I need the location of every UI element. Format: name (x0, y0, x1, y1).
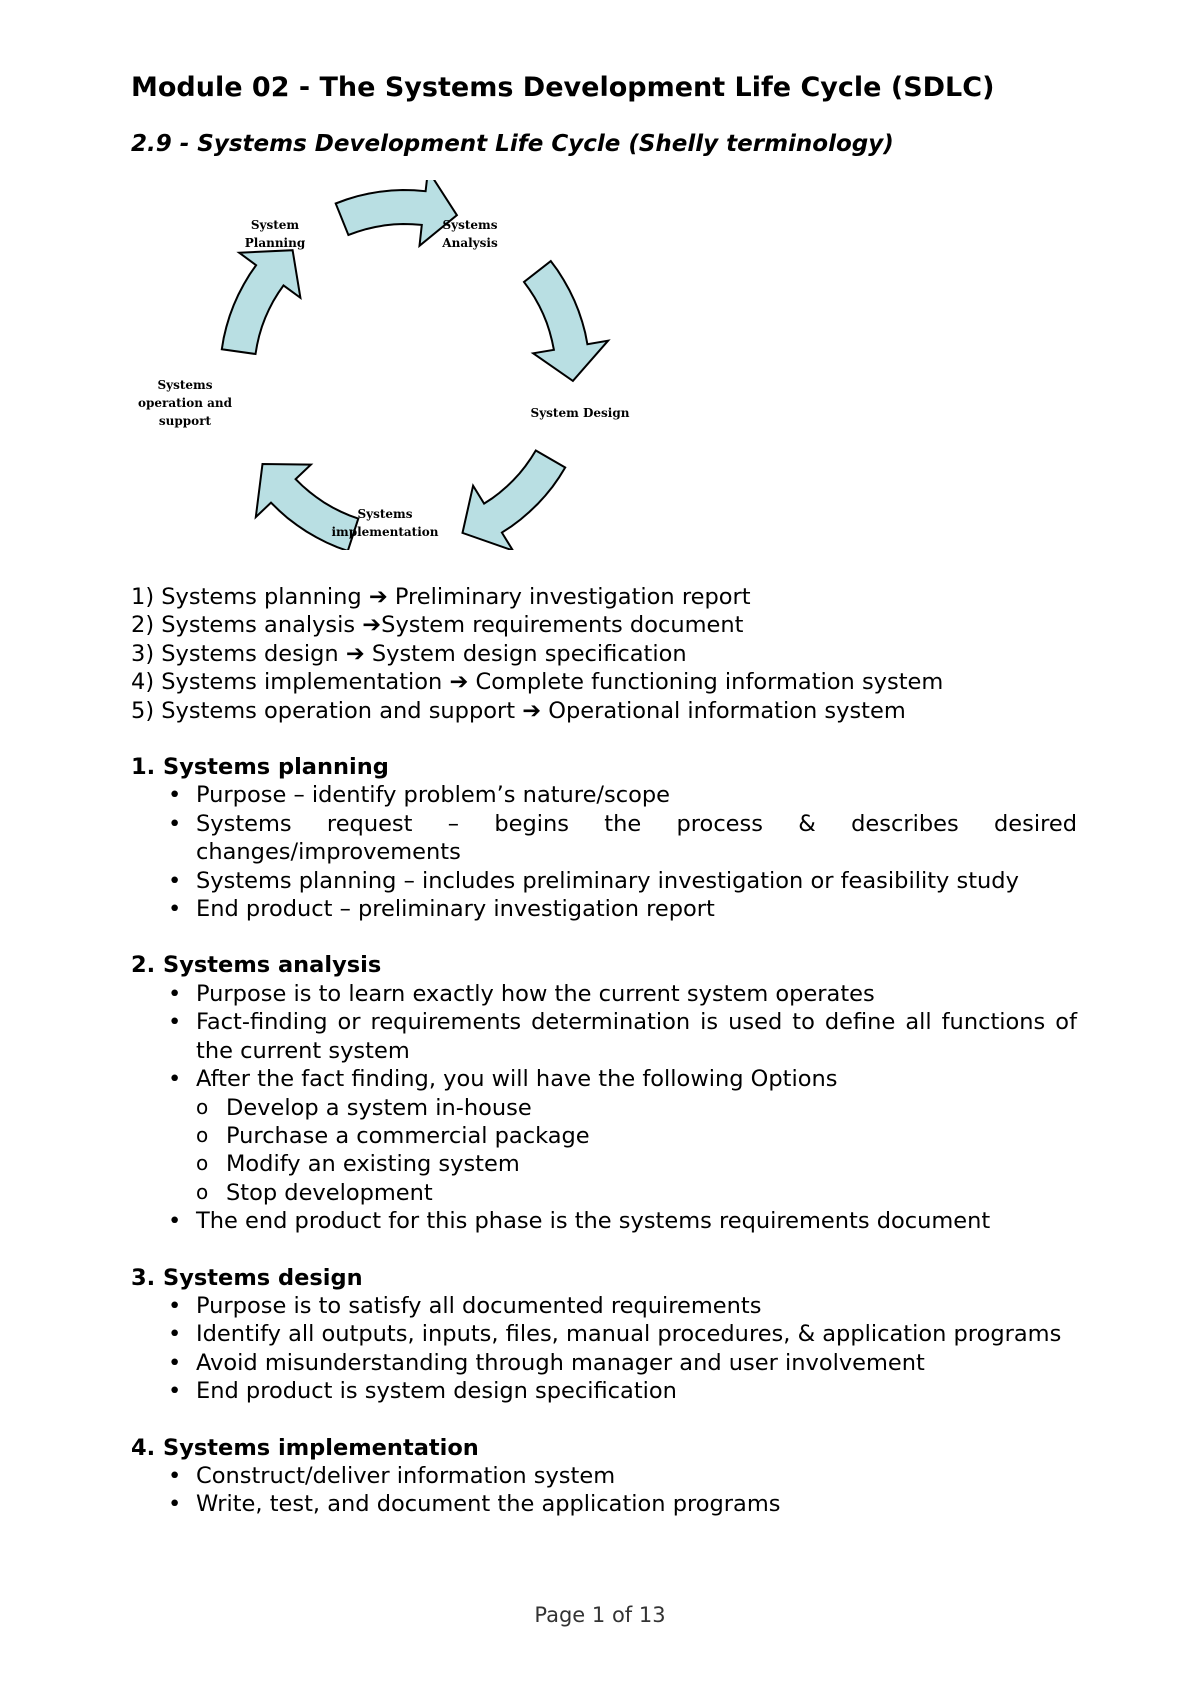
arrow-operation-to-planning (222, 250, 301, 354)
list-item: • End product is system design specification (196, 1377, 1077, 1405)
list-item: • Avoid misunderstanding through manager and user involvement (196, 1349, 1077, 1377)
page-footer: Page 1 of 13 (534, 1603, 666, 1627)
bullet-list (131, 781, 1077, 923)
section-heading: 3. Systems design (131, 1264, 363, 1291)
list-item: • After the fact finding, you will have the following Options o Develop a system in-house o Purchase a commercial package o Modify an existing system o Stop development (196, 1065, 1077, 1207)
bullet-list (131, 1292, 1077, 1406)
option-item: o Modify an existing system (226, 1150, 1077, 1178)
summary-item: 2) Systems analysis ➔System requirements document (131, 612, 744, 639)
list-item: • Purpose is to satisfy all documented requirements (196, 1292, 1077, 1320)
section-subtitle: 2.9 - Systems Development Life Cycle (Shelly terminology) (131, 131, 894, 157)
summary-item: 5) Systems operation and support ➔ Operational information system (131, 697, 906, 724)
page-title: Module 02 - The Systems Development Life Cycle (SDLC) (131, 72, 995, 103)
list-item: • End product – preliminary investigation report (196, 895, 1077, 923)
summary-item: 3) Systems design ➔ System design specification (131, 640, 687, 667)
summary-item: 4) Systems implementation ➔ Complete functioning information system (131, 669, 944, 696)
label-systems-implementation: Systems implementation (331, 507, 439, 539)
section-systems-design (131, 1264, 1077, 1406)
option-item: o Purchase a commercial package (226, 1122, 1077, 1150)
section-systems-planning (131, 753, 1077, 923)
bullet-list (131, 980, 1077, 1236)
summary-item: 1) Systems planning ➔ Preliminary investigation report (131, 584, 751, 610)
option-item: o Develop a system in-house (226, 1094, 1077, 1122)
list-item: • Construct/deliver information system (196, 1462, 1077, 1490)
label-system-planning: System Planning (244, 218, 306, 250)
list-item: • Fact-finding or requirements determination is used to define all functions of the current system (196, 1008, 1077, 1065)
section-heading: 1. Systems planning (131, 754, 389, 781)
right-arrow-icon: ➔ (368, 584, 388, 610)
sdlc-cycle-diagram (137, 180, 660, 550)
right-arrow-icon: ➔ (362, 612, 382, 639)
list-item: • Systems request – begins the process & describes desired changes/improvements (196, 810, 1077, 867)
document-body (131, 583, 1077, 1519)
section-systems-implementation (131, 1434, 1077, 1519)
list-item: • Purpose is to learn exactly how the current system operates (196, 980, 1077, 1008)
bullet-list (131, 1462, 1077, 1519)
label-systems-analysis: Systems Analysis (442, 218, 498, 250)
list-item: • The end product for this phase is the systems requirements document (196, 1207, 1077, 1235)
right-arrow-icon: ➔ (522, 697, 542, 724)
sdlc-arrows-svg (140, 180, 660, 550)
list-item: • Purpose – identify problem’s nature/scope (196, 781, 1077, 809)
list-item: • Identify all outputs, inputs, files, manual procedures, & application programs (196, 1320, 1077, 1348)
list-item: • Systems planning – includes preliminary investigation or feasibility study (196, 867, 1077, 895)
section-heading: 2. Systems analysis (131, 952, 382, 979)
section-heading: 4. Systems implementation (131, 1434, 479, 1461)
options-list (196, 1094, 1077, 1208)
right-arrow-icon: ➔ (345, 640, 365, 667)
label-systems-operation-support: Systems operation and support (137, 378, 233, 428)
label-system-design: System Design (530, 406, 630, 420)
phase-summary-list (131, 583, 1077, 725)
list-item: • Write, test, and document the application programs (196, 1490, 1077, 1518)
right-arrow-icon: ➔ (449, 669, 469, 696)
section-systems-analysis (131, 951, 1077, 1235)
option-item: o Stop development (226, 1179, 1077, 1207)
arrow-analysis-to-design (524, 261, 608, 381)
arrow-design-to-implementation (463, 451, 566, 551)
